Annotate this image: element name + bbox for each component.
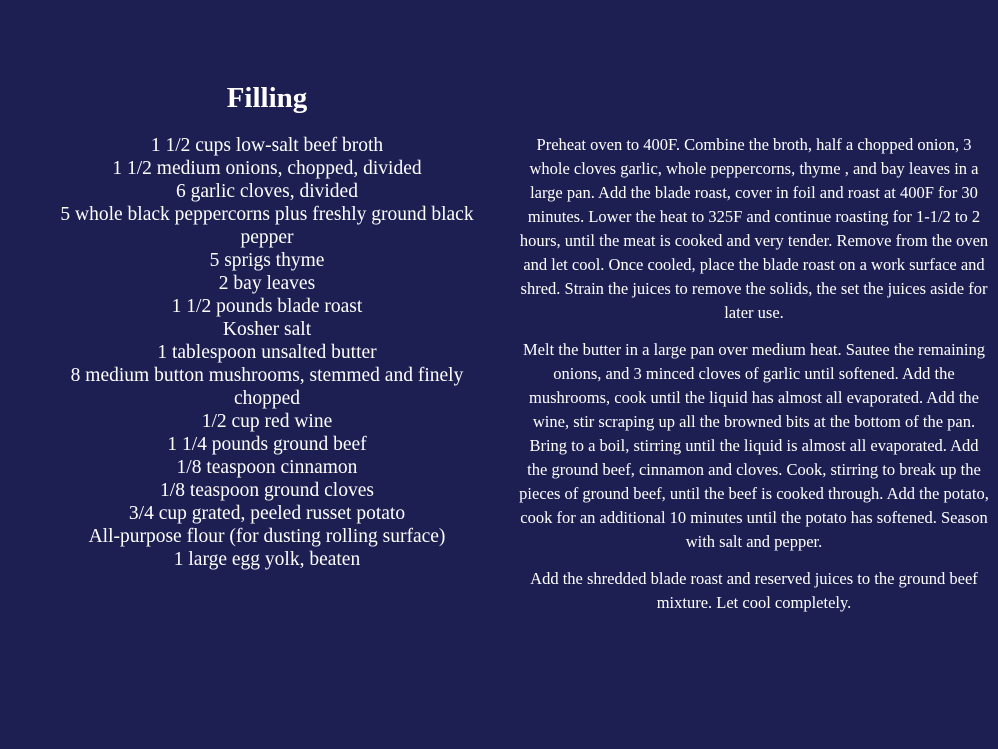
ingredients-column [52, 80, 482, 571]
ingredient-item: Kosher salt [222, 319, 312, 340]
ingredient-item: 5 whole black peppercorns plus freshly ground black pepper [60, 204, 474, 248]
ingredient-item: 1/8 teaspoon cinnamon [176, 457, 358, 478]
ingredient-item: 3/4 cup grated, peeled russet potato [128, 503, 406, 524]
instructions-column [518, 133, 990, 628]
ingredient-item: 2 bay leaves [218, 273, 316, 294]
instruction-step: Preheat oven to 400F. Combine the broth, half a chopped onion, 3 whole cloves garlic, whole peppercorns, thyme , and bay leaves in a large pan. Add the blade roast, cover in foil and roast at 400F for 30 minutes. Lower the heat to 325F and continue roasting for 1-1/2 to 2 hours, until the meat is cooked and very tender. Remove from the oven and let cool. Once cooled, place the blade roast on a work surface and shred. Strain the juices to remove the solids, the set the juices aside for later use. [519, 135, 989, 322]
ingredient-item: 1 1/2 pounds blade roast [171, 296, 363, 317]
instruction-step: Add the shredded blade roast and reserved juices to the ground beef mixture. Let cool completely. [530, 569, 978, 612]
ingredient-item: All-purpose flour (for dusting rolling surface) [88, 526, 446, 547]
ingredient-item: 1 large egg yolk, beaten [173, 549, 361, 570]
filling-heading: Filling [226, 82, 308, 114]
ingredient-item: 1/2 cup red wine [201, 411, 333, 432]
ingredient-item: 1 tablespoon unsalted butter [157, 342, 377, 363]
ingredient-item: 6 garlic cloves, divided [176, 181, 358, 202]
ingredient-list [52, 134, 482, 571]
ingredient-item: 1 1/2 cups low-salt beef broth [150, 135, 384, 156]
ingredient-item: 1/8 teaspoon ground cloves [160, 480, 374, 501]
ingredient-item: 5 sprigs thyme [209, 250, 325, 271]
instruction-step: Melt the butter in a large pan over medium heat. Sautee the remaining onions, and 3 minced cloves of garlic until softened. Add the mushrooms, cook until the liquid has almost all evaporated. Add the wine, stir scraping up all the browned bits at the bottom of the pan. Bring to a boil, stirring until the liquid is almost all evaporated. Add the ground beef, cinnamon and cloves. Cook, stirring to break up the pieces of ground beef, until the beef is cooked through. Add the potato, cook for an additional 10 minutes until the potato has softened. Season with salt and pepper. [519, 340, 989, 551]
ingredient-item: 8 medium button mushrooms, stemmed and finely chopped [70, 365, 464, 409]
ingredient-item: 1 1/4 pounds ground beef [167, 434, 367, 455]
ingredient-item: 1 1/2 medium onions, chopped, divided [112, 158, 422, 179]
